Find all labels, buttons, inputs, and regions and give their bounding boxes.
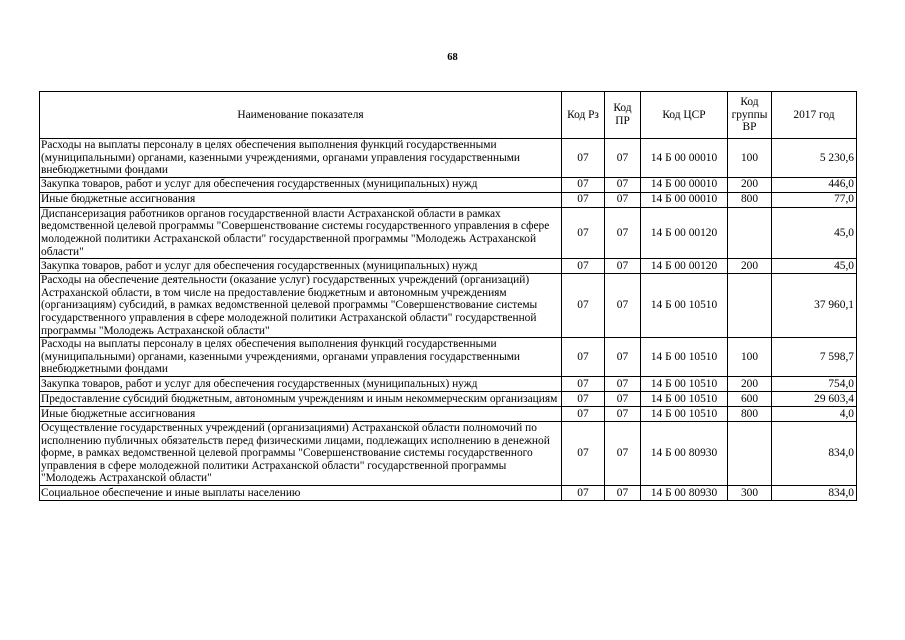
row-amount-cell: 7 598,7 — [772, 338, 857, 377]
row-rz-cell: 07 — [562, 406, 605, 421]
row-csr-cell: 14 Б 00 10510 — [641, 391, 728, 406]
row-rz-cell: 07 — [562, 376, 605, 391]
row-name-cell: Расходы на обеспечение деятельности (оказание услуг) государственных учреждений (организаций) Астраханской области, в том числе на предоставление бюджетным и автономным учреждениям (организациям) субсидий, в рамках ведомственной целевой программы "Совершенствование системы государственного управления в сфере молодежной политики Астраханской области" государственной программы "Молодежь Астраханской области" — [40, 274, 562, 338]
row-csr-cell: 14 Б 00 80930 — [641, 421, 728, 485]
row-vr-cell — [728, 274, 772, 338]
row-csr-cell: 14 Б 00 10510 — [641, 376, 728, 391]
table-row — [40, 274, 857, 338]
row-pr-cell: 07 — [605, 406, 641, 421]
row-vr-cell: 200 — [728, 376, 772, 391]
row-name-cell: Расходы на выплаты персоналу в целях обеспечения выполнения функций государственными (муниципальными) органами, казенными учреждениями, органами управления государственными внебюджетными фондами — [40, 338, 562, 377]
table-row — [40, 376, 857, 391]
row-pr-cell: 07 — [605, 391, 641, 406]
header-vr: Код группы ВР — [728, 92, 772, 139]
table-row — [40, 485, 857, 500]
header-pr: Код ПР — [605, 92, 641, 139]
row-name-cell: Закупка товаров, работ и услуг для обеспечения государственных (муниципальных) нужд — [40, 259, 562, 274]
row-vr-cell: 100 — [728, 139, 772, 178]
row-csr-cell: 14 Б 00 10510 — [641, 338, 728, 377]
table-row — [40, 259, 857, 274]
row-vr-cell: 800 — [728, 192, 772, 207]
header-name: Наименование показателя — [40, 92, 562, 139]
row-pr-cell: 07 — [605, 192, 641, 207]
row-csr-cell: 14 Б 00 10510 — [641, 274, 728, 338]
table-row — [40, 406, 857, 421]
row-name-cell: Диспансеризация работников органов государственной власти Астраханской области в рамках ведомственной целевой программы "Совершенствование системы государственного управления в сфере молодежной политики Астраханской области" государственной программы "Молодежь Астраханской области" — [40, 207, 562, 258]
row-pr-cell: 07 — [605, 376, 641, 391]
row-csr-cell: 14 Б 00 00010 — [641, 139, 728, 178]
row-name-cell: Иные бюджетные ассигнования — [40, 406, 562, 421]
row-csr-cell: 14 Б 00 80930 — [641, 485, 728, 500]
row-pr-cell: 07 — [605, 177, 641, 192]
row-vr-cell: 200 — [728, 177, 772, 192]
row-name-cell: Закупка товаров, работ и услуг для обеспечения государственных (муниципальных) нужд — [40, 177, 562, 192]
row-name-cell: Предоставление субсидий бюджетным, автономным учреждениям и иным некоммерческим организациям — [40, 391, 562, 406]
row-rz-cell: 07 — [562, 139, 605, 178]
row-name-cell: Осуществление государственных учреждений (организациями) Астраханской области полномочий по исполнению публичных обязательств перед физическими лицами, подлежащих исполнению в денежной форме, в рамках ведомственной целевой программы "Совершенствование системы государственного управления в сфере молодежной политики Астраханской области" государственной программы "Молодежь Астраханской области" — [40, 421, 562, 485]
header-amount: 2017 год — [772, 92, 857, 139]
table-row — [40, 139, 857, 178]
table-row — [40, 391, 857, 406]
row-name-cell: Расходы на выплаты персоналу в целях обеспечения выполнения функций государственными (муниципальными) органами, казенными учреждениями, органами управления государственными внебюджетными фондами — [40, 139, 562, 178]
row-pr-cell: 07 — [605, 338, 641, 377]
row-amount-cell: 834,0 — [772, 421, 857, 485]
budget-table — [39, 91, 857, 501]
row-pr-cell: 07 — [605, 207, 641, 258]
row-rz-cell: 07 — [562, 391, 605, 406]
row-amount-cell: 45,0 — [772, 259, 857, 274]
row-csr-cell: 14 Б 00 00010 — [641, 177, 728, 192]
row-vr-cell — [728, 207, 772, 258]
row-rz-cell: 07 — [562, 259, 605, 274]
row-rz-cell: 07 — [562, 192, 605, 207]
row-name-cell: Социальное обеспечение и иные выплаты населению — [40, 485, 562, 500]
row-vr-cell: 800 — [728, 406, 772, 421]
row-amount-cell: 29 603,4 — [772, 391, 857, 406]
header-rz: Код Рз — [562, 92, 605, 139]
header-csr: Код ЦСР — [641, 92, 728, 139]
table-row — [40, 338, 857, 377]
table-row — [40, 207, 857, 258]
row-csr-cell: 14 Б 00 00010 — [641, 192, 728, 207]
page-number: 68 — [447, 52, 458, 63]
row-amount-cell: 754,0 — [772, 376, 857, 391]
table-header-row — [40, 92, 857, 139]
row-name-cell: Иные бюджетные ассигнования — [40, 192, 562, 207]
row-vr-cell: 600 — [728, 391, 772, 406]
row-pr-cell: 07 — [605, 485, 641, 500]
row-rz-cell: 07 — [562, 274, 605, 338]
table-row — [40, 421, 857, 485]
row-rz-cell: 07 — [562, 485, 605, 500]
row-csr-cell: 14 Б 00 10510 — [641, 406, 728, 421]
row-vr-cell: 300 — [728, 485, 772, 500]
row-vr-cell — [728, 421, 772, 485]
row-amount-cell: 77,0 — [772, 192, 857, 207]
row-pr-cell: 07 — [605, 274, 641, 338]
row-pr-cell: 07 — [605, 421, 641, 485]
table-row — [40, 177, 857, 192]
row-amount-cell: 4,0 — [772, 406, 857, 421]
row-name-cell: Закупка товаров, работ и услуг для обеспечения государственных (муниципальных) нужд — [40, 376, 562, 391]
row-amount-cell: 446,0 — [772, 177, 857, 192]
row-amount-cell: 5 230,6 — [772, 139, 857, 178]
row-vr-cell: 100 — [728, 338, 772, 377]
row-amount-cell: 834,0 — [772, 485, 857, 500]
table-row — [40, 192, 857, 207]
row-amount-cell: 37 960,1 — [772, 274, 857, 338]
row-vr-cell: 200 — [728, 259, 772, 274]
row-csr-cell: 14 Б 00 00120 — [641, 207, 728, 258]
row-rz-cell: 07 — [562, 177, 605, 192]
row-amount-cell: 45,0 — [772, 207, 857, 258]
row-csr-cell: 14 Б 00 00120 — [641, 259, 728, 274]
row-rz-cell: 07 — [562, 207, 605, 258]
row-pr-cell: 07 — [605, 259, 641, 274]
row-rz-cell: 07 — [562, 338, 605, 377]
row-pr-cell: 07 — [605, 139, 641, 178]
row-rz-cell: 07 — [562, 421, 605, 485]
